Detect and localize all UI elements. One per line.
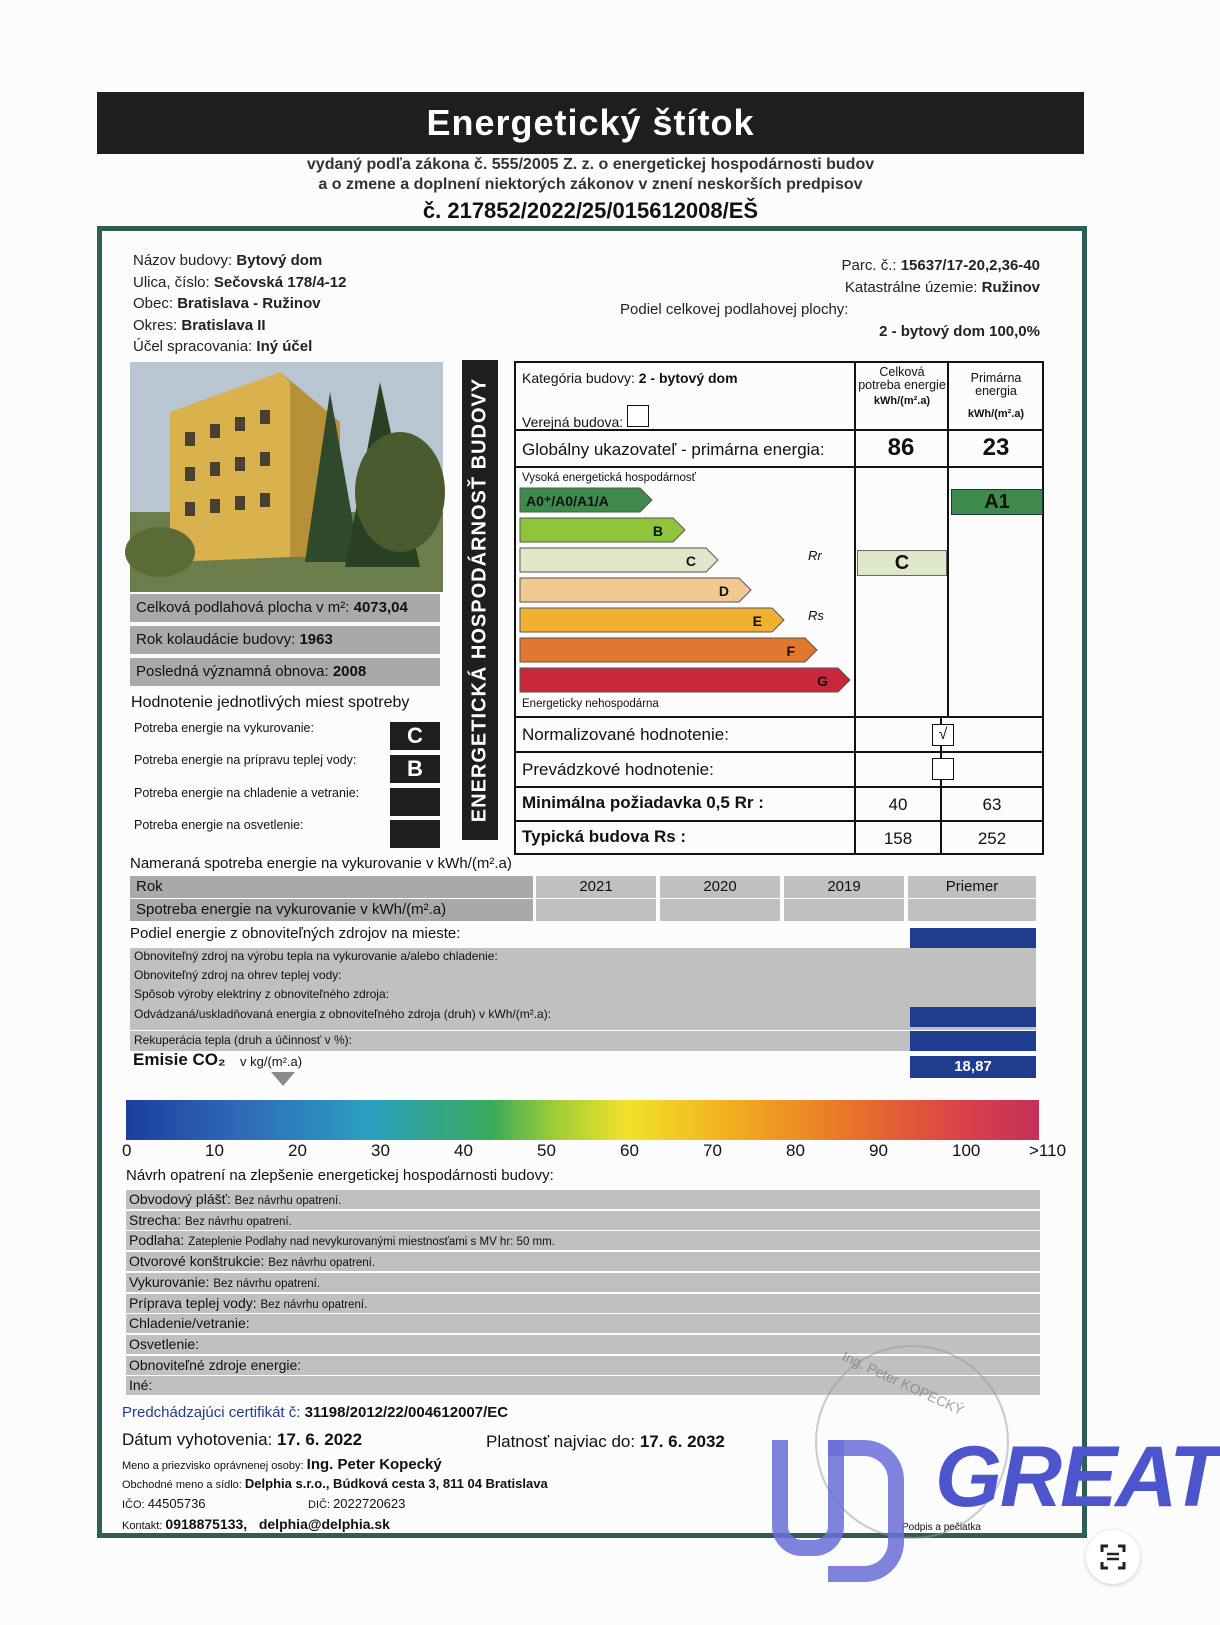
measure-row [126,1273,1040,1292]
scale-tick-label: 40 [454,1141,473,1160]
cooling-class [390,788,440,816]
watermark-logo-p [828,1440,904,1582]
date-row [122,1430,362,1450]
subtitle-line2: a o zmene a doplnení niektorých zákonov v znení neskorších predpisov [318,176,863,193]
class-arrow-label-f: F [786,643,795,659]
row-divider-5 [514,786,1044,788]
renewable-share-box [910,928,1036,950]
emissions-label: Emisie CO₂ [133,1050,226,1069]
scale-tick-label: 20 [288,1141,307,1160]
normalized-checkbox[interactable]: √ [932,724,954,746]
normalized-label: Normalizované hodnotenie: [522,725,729,744]
class-arrow-label-e: E [752,613,762,629]
scale-tick-label: 50 [537,1141,556,1160]
scan-text-icon[interactable] [1086,1530,1140,1584]
measure-value: Bez návrhu opatrení. [213,1277,321,1290]
scale-tick-label: >110 [1029,1141,1067,1160]
share-label: Podiel celkovej podlahovej plochy: [620,301,849,318]
valid-label: Platnosť najviac do: [486,1432,636,1451]
recuperation-label: Rekuperácia tepla (druh a účinnosť v %): [134,1033,352,1047]
public-building-checkbox[interactable] [627,405,649,427]
valid-value: 17. 6. 2032 [639,1432,725,1451]
scale-tick-label: 30 [371,1141,390,1160]
contact-value: 0918875133, delphia@delphia.sk [165,1516,390,1532]
watermark-text: GREAT [935,1429,1220,1525]
operational-label: Prevádzkové hodnotenie: [522,760,714,779]
vertical-label [462,360,498,840]
building-name: Bytový dom [236,252,323,269]
renovation-label: Posledná významná obnova: [136,663,329,680]
measure-row [126,1314,1040,1333]
col2-header-text: Primárna energia [970,371,1022,398]
category-value: 2 - bytový dom [638,370,738,386]
emissions-value: 18,87 [910,1056,1036,1078]
renewable-title: Podiel energie z obnoviteľných zdrojov na mieste: [130,925,461,942]
col2-header [950,372,1042,421]
contact-label: Kontakt: [122,1520,163,1532]
scale-tick-label: 90 [869,1141,888,1160]
company-row [122,1476,548,1491]
class-arrow-e [520,608,784,632]
heating-class: C [390,722,440,750]
measure-value: Bez návrhu opatrení. [185,1215,292,1228]
ico-row [122,1496,206,1511]
measured-title: Nameraná spotreba energie na vykurovanie v kWh/(m².a) [130,855,512,872]
dic-label: DIČ: [308,1499,330,1511]
dic-row [308,1496,405,1511]
renovation-row [130,658,440,686]
class-arrow-g [520,668,850,692]
total-class-badge: C [857,550,947,576]
col1-header-text: Celková potreba energie [858,365,946,392]
district-label: Okres: [133,316,178,334]
col1-header [858,366,946,408]
global-total: 86 [887,434,915,461]
stamp-text: Ing. Peter KOPECKÝ [839,1347,967,1419]
measure-label: Otvorové konštrukcie: [129,1253,269,1270]
share-value: 2 - bytový dom 100,0% [879,323,1040,340]
cadastre-value: Ružinov [981,279,1040,296]
scale-tick-label: 100 [952,1141,981,1160]
consumption-title: Hodnotenie jednotlivých miest spotreby [131,694,410,711]
public-label: Verejná budova: [522,414,624,430]
measure-label: Obvodový plášť: [129,1191,235,1207]
measure-label: Podlaha: [129,1232,189,1249]
class-arrow-label-a: A0⁺/A0/A1/A [526,493,609,509]
class-arrow-label-c: C [685,553,696,569]
rs-marker: Rs [808,608,824,623]
emissions-marker-arrow [271,1072,295,1086]
class-arrow-label-b: B [652,523,663,539]
building-purpose: Iný účel [256,338,313,355]
signature-label: Podpis a pečiatka [902,1522,981,1533]
date-label: Dátum vyhotovenia: [122,1430,273,1449]
ico-label: IČO: [122,1499,145,1511]
building-street: Sečovská 178/4-12 [213,273,347,291]
consumption-label-cooling: Potreba energie na chladenie a vetranie: [134,786,360,800]
row-divider-4 [514,751,1044,753]
valid-row [486,1432,725,1452]
measure-row [126,1294,1040,1313]
vertical-label-text: ENERGETICKÁ HOSPODÁRNOSŤ BUDOVY [468,377,491,823]
year-row [130,626,440,654]
name-label: Názov budovy: [133,252,233,269]
min-primary: 63 [982,795,1002,814]
purpose-label: Účel spracovania: [133,338,253,355]
emissions-unit: v kg/(m².a) [240,1054,303,1069]
col2-unit: kWh/(m².a) [967,408,1025,420]
scale-tick-label: 80 [786,1141,805,1160]
certificate-number: č. 217852/2022/25/015612008/EŠ [422,198,759,223]
measure-row [126,1211,1040,1230]
page-title: Energetický štítok [97,92,1084,154]
building-district: Bratislava II [181,316,266,334]
year-value: 1963 [299,631,333,648]
lighting-class [390,820,440,848]
measure-label: Osvetlenie: [129,1335,200,1352]
cadastre-label: Katastrálne územie: [844,279,978,296]
building-photo [130,362,443,592]
rr-marker: Rr [808,548,822,563]
prev-cert-label: Predchádzajúci certifikát č: [122,1404,301,1421]
measure-value: Bez návrhu opatrení. [234,1195,342,1207]
measure-value: Bez návrhu opatrení. [260,1298,368,1311]
measure-label: Iné: [129,1377,153,1394]
class-arrow-d [520,578,751,602]
typical-total: 158 [883,829,913,848]
street-label: Ulica, číslo: [133,273,210,291]
person-label: Meno a priezvisko oprávnenej osoby: [122,1460,304,1472]
col1-unit: kWh/(m².a) [873,395,931,407]
measured-value-2019 [784,899,904,921]
class-arrow-label-g: G [817,673,828,689]
measure-row [126,1252,1040,1271]
measure-label: Obnoviteľné zdroje energie: [129,1356,302,1373]
area-label: Celková podlahová plocha v m²: [136,599,350,616]
measure-value: Zateplenie Podlahy nad nevykurovanými miestnosťami s MV hr: 50 mm. [188,1236,555,1249]
class-arrows [520,488,850,698]
measure-label: Vykurovanie: [129,1273,214,1290]
measured-value-2020 [660,899,780,921]
measure-row [126,1231,1040,1250]
operational-checkbox[interactable] [932,758,954,780]
public-building-row [522,405,649,430]
measured-year-2019: 2019 [784,876,904,898]
col-divider-2 [947,361,949,716]
city-label: Obec: [133,295,174,312]
class-arrow-f [520,638,817,662]
parcel-number: 15637/17-20,2,36-40 [900,257,1040,274]
renewable-row-heating: Obnoviteľný zdroj na výrobu tepla na vykurovanie a/alebo chladenie: [134,949,498,963]
typical-building-label: Typická budova Rs : [522,827,687,846]
consumption-label-heating: Potreba energie na vykurovanie: [134,721,314,735]
company-label: Obchodné meno a sídlo: [122,1479,242,1491]
row-divider-6 [514,820,1044,822]
person-row [122,1456,442,1473]
parcel-info [560,255,1040,343]
renewable-stored-box [910,1007,1036,1027]
consumption-label-lighting: Potreba energie na osvetlenie: [134,818,304,832]
renovation-value: 2008 [332,663,367,680]
dic-value: 2022720623 [333,1496,406,1511]
renewable-row-stored: Odvádzaná/uskladňovaná energia z obnoviteľného zdroja (druh) v kWh/(m².a): [134,1007,552,1021]
class-arrow-label-d: D [718,583,729,599]
recuperation-box [910,1031,1036,1051]
water-class: B [390,755,440,783]
consumption-label-water: Potreba energie na prípravu teplej vody: [134,753,357,767]
area-value: 4073,04 [353,599,408,616]
row-divider-3 [514,716,1044,718]
row-divider-2 [514,466,1044,468]
primary-class-badge: A1 [951,489,1043,515]
prev-cert-row [122,1404,508,1421]
measured-year-2021: 2021 [536,876,656,898]
low-efficiency-label: Energeticky nehospodárna [522,698,659,710]
measured-year-2020: 2020 [660,876,780,898]
renewable-row-electricity: Spôsob výroby elektriny z obnoviteľného zdroja: [134,987,389,1001]
area-row [130,594,440,622]
measured-average: Priemer [908,876,1036,898]
min-total: 40 [888,795,908,814]
scale-tick-label: 10 [205,1141,224,1160]
company-value: Delphia s.r.o., Búdková cesta 3, 811 04 Bratislava [244,1476,548,1491]
measured-year-label: Rok [130,876,533,898]
typical-primary: 252 [977,829,1007,848]
measured-value-average [908,899,1036,921]
category-label: Kategória budovy: [522,370,635,386]
measure-value: Bez návrhu opatrení. [268,1257,376,1270]
category-row [522,370,738,386]
year-label: Rok kolaudácie budovy: [136,631,296,648]
emissions-scale-bar [126,1100,1039,1140]
building-info [133,250,346,358]
scale-tick-label: 70 [703,1141,722,1160]
prev-cert-value: 31198/2012/22/004612007/EC [304,1404,509,1421]
measure-label: Strecha: [129,1211,186,1228]
measure-label: Chladenie/vetranie: [129,1315,250,1332]
measured-value-2021 [536,899,656,921]
measured-consumption-label: Spotreba energie na vykurovanie v kWh/(m².a) [130,899,533,921]
subtitle-line1: vydaný podľa zákona č. 555/2005 Z. z. o energetickej hospodárnosti budov [306,156,875,173]
scale-tick-label: 60 [620,1141,639,1160]
high-efficiency-label: Vysoká energetická hospodárnosť [522,472,696,484]
global-label: Globálny ukazovateľ - primárna energia: [522,440,825,459]
date-value: 17. 6. 2022 [276,1430,363,1449]
person-value: Ing. Peter Kopecký [306,1456,442,1473]
ico-value: 44505736 [147,1496,206,1511]
measure-row [126,1190,1040,1209]
min-requirement-label: Minimálna požiadavka 0,5 Rr : [522,793,764,812]
renewable-row-water: Obnoviteľný zdroj na ohrev teplej vody: [134,968,342,982]
parcel-label: Parc. č.: [841,257,897,274]
building-city: Bratislava - Ružinov [177,295,321,312]
scale-tick-label: 0 [122,1141,132,1160]
contact-row [122,1516,390,1532]
measure-label: Príprava teplej vody: [129,1294,261,1311]
global-primary: 23 [982,434,1010,461]
measures-title: Návrh opatrení na zlepšenie energetickej hospodárnosti budovy: [126,1167,554,1184]
